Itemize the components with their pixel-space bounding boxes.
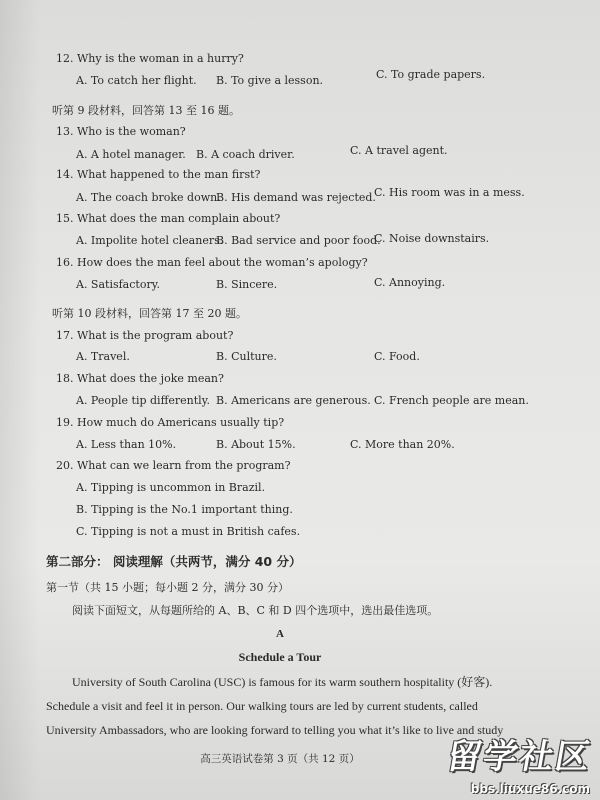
question-stem: 17. What is the program about?	[56, 329, 234, 342]
question-stem: 16. How does the man feel about the woman’s apology?	[56, 256, 368, 269]
option-c: C. To grade papers.	[376, 68, 486, 81]
part-title: 第二部分： 阅读理解（共两节，满分 40 分）	[46, 554, 302, 569]
option-b: B. To give a lesson.	[216, 74, 324, 87]
instructions: 阅读下面短文，从每题所给的 A、B、C 和 D 四个选项中，选出最佳选项。	[72, 604, 439, 617]
question-stem: 12. Why is the woman in a hurry?	[56, 52, 244, 65]
option-c: C. Noise downstairs.	[374, 232, 490, 245]
option-b: B. Tipping is the No.1 important thing.	[76, 503, 293, 516]
option-a: A. Less than 10%.	[76, 438, 177, 451]
option-b: B. Bad service and poor food.	[216, 234, 381, 247]
page-shadow	[0, 0, 40, 800]
watermark-logo: 留学社区	[443, 737, 595, 777]
section-note: 听第 9 段材料，回答第 13 至 16 题。	[52, 104, 240, 117]
option-a: A. Impolite hotel cleaners.	[76, 234, 224, 247]
section-note: 听第 10 段材料，回答第 17 至 20 题。	[52, 307, 247, 320]
passage-line: Schedule a visit and feel it in person. Our walking tours are led by current students, called	[46, 699, 478, 713]
option-c: C. His room was in a mess.	[374, 186, 525, 199]
option-c: C. More than 20%.	[350, 438, 455, 451]
site-watermark	[440, 730, 600, 800]
passage-line: University Ambassadors, who are looking forward to telling you what it’s like to live and study	[46, 723, 504, 737]
option-a: A. To catch her flight.	[76, 74, 197, 87]
option-b: B. His demand was rejected.	[216, 191, 376, 204]
option-c: C. Annoying.	[374, 276, 446, 289]
option-a: A. Tipping is uncommon in Brazil.	[76, 481, 266, 494]
option-b: B. A coach driver.	[196, 148, 295, 161]
option-b: B. Sincere.	[216, 278, 278, 291]
option-b: B. Culture.	[216, 350, 277, 363]
question-stem: 18. What does the joke mean?	[56, 372, 224, 385]
question-stem: 19. How much do Americans usually tip?	[56, 416, 285, 429]
option-c: C. French people are mean.	[374, 394, 529, 407]
option-a: A. Satisfactory.	[76, 278, 160, 291]
section-title: 第一节（共 15 小题；每小题 2 分，满分 30 分）	[46, 581, 289, 594]
passage-line: University of South Carolina (USC) is famous for its warm southern hospitality (好客).	[72, 675, 493, 689]
question-stem: 20. What can we learn from the program?	[56, 459, 291, 472]
option-a: A. Travel.	[76, 350, 130, 363]
option-b: B. About 15%.	[216, 438, 296, 451]
passage-title: Schedule a Tour	[238, 650, 322, 664]
option-a: A. A hotel manager.	[76, 148, 186, 161]
option-c: C. Tipping is not a must in British cafes.	[76, 525, 301, 538]
passage-letter: A	[276, 628, 284, 640]
option-c: C. Food.	[374, 350, 420, 363]
question-stem: 13. Who is the woman?	[56, 125, 186, 138]
option-c: C. A travel agent.	[350, 144, 448, 157]
option-a: A. The coach broke down.	[76, 191, 221, 204]
question-stem: 14. What happened to the man first?	[56, 168, 261, 181]
option-a: A. People tip differently.	[76, 394, 210, 407]
watermark-url: bbs.liuxue86.com	[470, 782, 590, 796]
option-b: B. Americans are generous.	[216, 394, 371, 407]
question-stem: 15. What does the man complain about?	[56, 212, 281, 225]
page-footer: 高三英语试卷第 3 页（共 12 页）	[200, 753, 360, 765]
